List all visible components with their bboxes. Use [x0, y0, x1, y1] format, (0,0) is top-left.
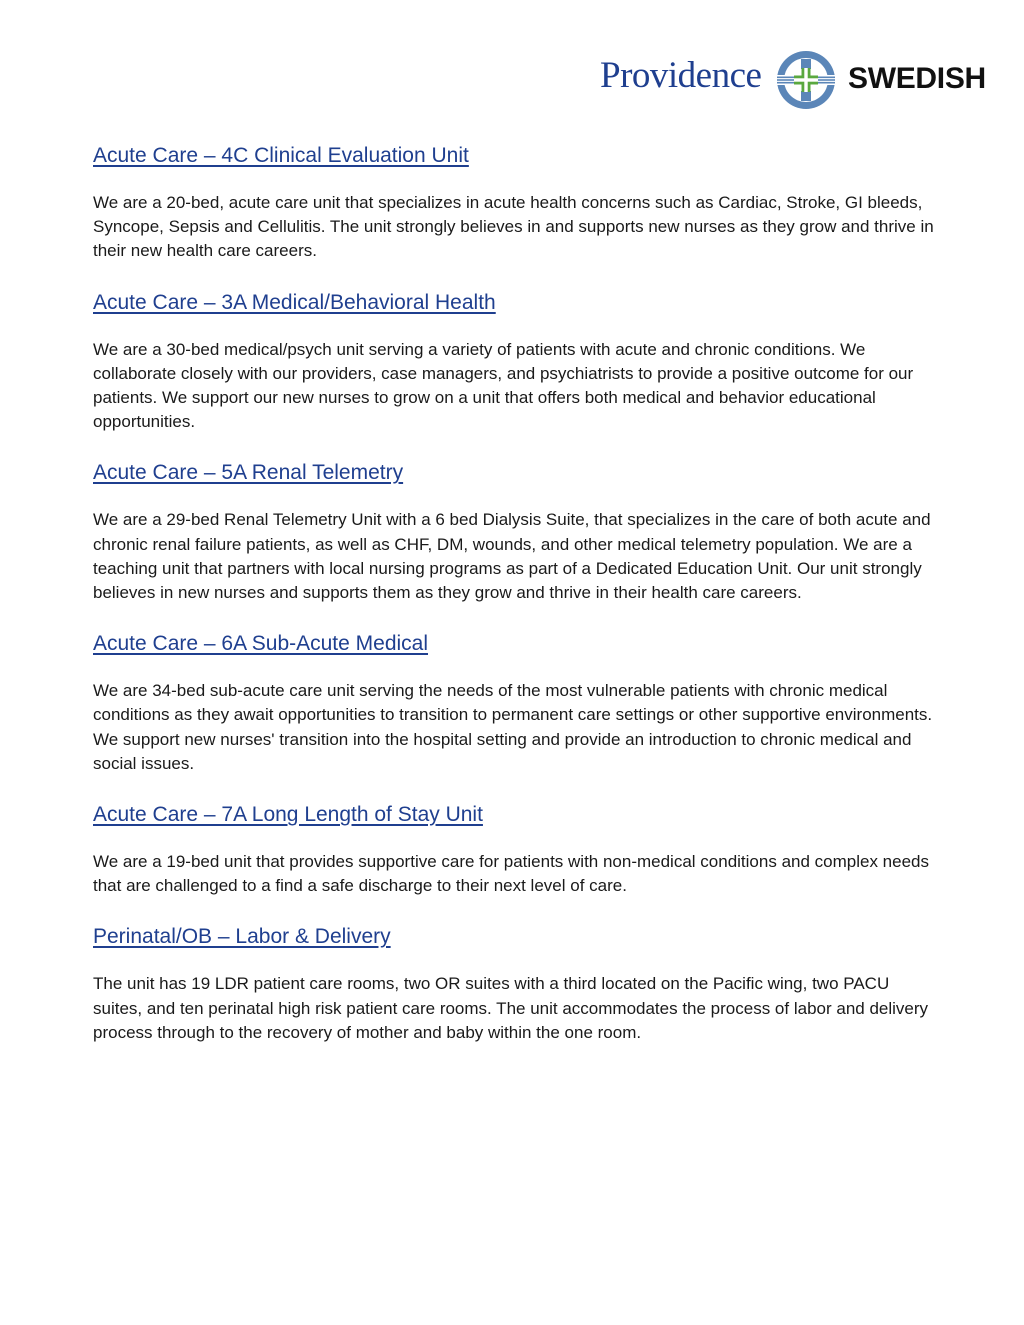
providence-swedish-emblem-icon — [775, 49, 837, 111]
unit-description: We are a 29-bed Renal Telemetry Unit with a 6 bed Dialysis Suite, that specializes in the care of both acute and chronic renal failure patients, as well as CHF, DM, wounds, and other medical telemetry population. We are a teaching unit that partners with local nursing programs as part of a Dedicated Education Unit. Our unit strongly believes in new nurses and supports them as they grow and thrive in their health care careers. — [93, 510, 931, 603]
unit-heading-link[interactable]: Acute Care – 7A Long Length of Stay Unit — [93, 803, 483, 827]
unit-description: We are 34-bed sub-acute care unit serving the needs of the most vulnerable patients with chronic medical conditions as they await opportunities to transition to permanent care settings or other supportive environments. We support new nurses' transition into the hospital setting and provide an introduction to chronic medical and social issues. — [93, 681, 933, 773]
unit-heading-link[interactable]: Acute Care – 5A Renal Telemetry — [93, 461, 404, 485]
unit-section-5a — [93, 458, 938, 605]
unit-section-4c — [93, 141, 938, 264]
swedish-wordmark: SWEDISH — [848, 62, 986, 95]
providence-swedish-logo — [598, 48, 986, 112]
providence-wordmark: Providence — [600, 55, 762, 96]
unit-description: We are a 19-bed unit that provides supportive care for patients with non-medical conditions and complex needs that are challenged to a find a safe discharge to their next level of care. — [93, 852, 929, 896]
unit-heading-link[interactable]: Acute Care – 6A Sub-Acute Medical — [93, 632, 429, 656]
unit-description: We are a 30-bed medical/psych unit serving a variety of patients with acute and chronic conditions. We collaborate closely with our providers, case managers, and psychiatrists to provide a positive outcome for our patients. We support our new nurses to grow on a unit that offers both medical and behavior educational opportunities. — [93, 339, 914, 432]
unit-heading-link[interactable]: Acute Care – 4C Clinical Evaluation Unit — [93, 144, 469, 167]
unit-section-labor-delivery — [93, 922, 938, 1045]
unit-section-6a — [93, 629, 938, 776]
unit-description: The unit has 19 LDR patient care rooms, two OR suites with a third located on the Pacific wing, two PACU suites, and ten perinatal high risk patient care rooms. The unit accommodates the process of labor and delivery process through to the recovery of mother and baby within the one room. — [93, 974, 929, 1042]
unit-heading-link[interactable]: Perinatal/OB – Labor & Delivery — [93, 925, 391, 949]
unit-heading-link[interactable]: Acute Care – 3A Medical/Behavioral Health — [93, 290, 496, 314]
unit-description: We are a 20-bed, acute care unit that specializes in acute health concerns such as Cardiac, Stroke, GI bleeds, Syncope, Sepsis and Cellulitis. The unit strongly believes in and supports new nurses as they grow and thrive in their new health care careers. — [93, 193, 934, 261]
units-content — [93, 141, 938, 1069]
unit-section-3a — [93, 288, 938, 435]
unit-section-7a — [93, 800, 938, 898]
